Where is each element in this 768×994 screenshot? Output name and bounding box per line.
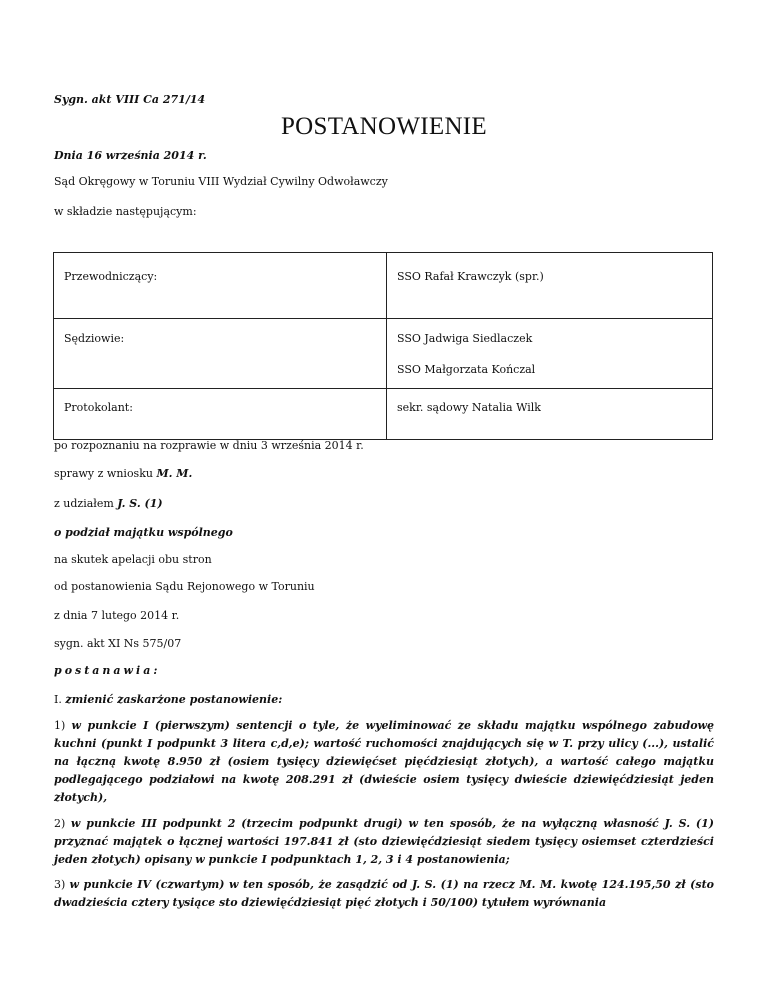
ruling-item <box>54 876 714 912</box>
participant-party: J. S. (1) <box>117 497 163 510</box>
motion-party: M. M. <box>156 467 193 480</box>
participant-prefix: z udziałem <box>54 497 118 510</box>
decides-heading: postanawia: <box>54 664 161 677</box>
judicial-panel-table <box>53 252 713 440</box>
panel-member: sekr. sądowy Natalia Wilk <box>397 401 541 414</box>
panel-member: SSO Rafał Krawczyk (spr.) <box>397 270 544 283</box>
item-number: 3) <box>54 878 70 891</box>
lower-court-sygn: sygn. akt XI Ns 575/07 <box>54 637 182 650</box>
point-one-number: I. <box>54 693 66 706</box>
role-cell <box>54 253 387 319</box>
document-title: POSTANOWIENIE <box>280 113 488 140</box>
panel-member: SSO Jadwiga Siedlaczek <box>397 332 533 345</box>
lower-court-date: z dnia 7 lutego 2014 r. <box>54 609 180 622</box>
role-label: Protokolant: <box>64 401 133 414</box>
names-cell <box>387 389 713 440</box>
lower-court-line: od postanowienia Sądu Rejonowego w Toruniu <box>54 580 315 593</box>
item-number: 1) <box>54 719 72 732</box>
case-subject: o podział majątku wspólnego <box>54 526 233 539</box>
role-cell <box>54 319 387 389</box>
hearing-line: po rozpoznaniu na rozprawie w dniu 3 września 2014 r. <box>54 439 364 452</box>
motion-prefix: sprawy z wniosku <box>54 467 157 480</box>
motion-line <box>54 467 192 481</box>
names-cell <box>387 253 713 319</box>
role-cell <box>54 389 387 440</box>
participant-line <box>54 497 163 511</box>
table-row <box>54 319 713 389</box>
table-row <box>54 389 713 440</box>
table-row <box>54 253 713 319</box>
point-one-text: zmienić zaskarżone postanowienie: <box>65 693 283 706</box>
ruling-item <box>54 717 714 807</box>
item-text: w punkcie III podpunkt 2 (trzecim podpunkt drugi) w ten sposób, że na wyłączną własność J. S. (1) przyznać majątek o łącznej wartości 197.841 zł (sto dziewięćdziesiąt siedem tysięcy osiemset czterdzieści jeden złotych) opisany w punkcie I podpunktach 1, 2, 3 i 4 postanowienia; <box>54 817 714 866</box>
composition-intro: w składzie następującym: <box>54 205 197 218</box>
names-cell <box>387 319 713 389</box>
point-one <box>54 693 282 707</box>
case-reference: Sygn. akt VIII Ca 271/14 <box>54 93 206 106</box>
item-number: 2) <box>54 817 71 830</box>
item-text: w punkcie IV (czwartym) w ten sposób, że zasądzić od J. S. (1) na rzecz M. M. kwotę 124.195,50 zł (sto dwadzieścia cztery tysiące sto dziewięćdziesiąt pięć złotych i 50/100) tytułem wyrównania <box>54 878 714 909</box>
appeal-line: na skutek apelacji obu stron <box>54 553 212 566</box>
role-label: Przewodniczący: <box>64 270 158 283</box>
panel-member: SSO Małgorzata Kończal <box>397 363 536 376</box>
ruling-item <box>54 815 714 869</box>
item-text: w punkcie I (pierwszym) sentencji o tyle, że wyeliminować ze składu majątku wspólnego zabudowę kuchni (punkt I podpunkt 3 litera c,d,e); wartość ruchomości znajdujących się w T. przy ulicy (...), ustalić na łączną kwotę 8.950 zł (osiem tysięcy dziewięćset pięćdziesiąt złotych), a wartość całego majątku podlegającego podziałowi na kwotę 208.291 zł (dwieście osiem tysięcy dwieście dziewięćdziesiąt jeden złotych), <box>54 719 714 804</box>
court-name: Sąd Okręgowy w Toruniu VIII Wydział Cywilny Odwoławczy <box>54 175 388 188</box>
role-label: Sędziowie: <box>64 332 125 345</box>
decision-date: Dnia 16 września 2014 r. <box>54 149 207 162</box>
